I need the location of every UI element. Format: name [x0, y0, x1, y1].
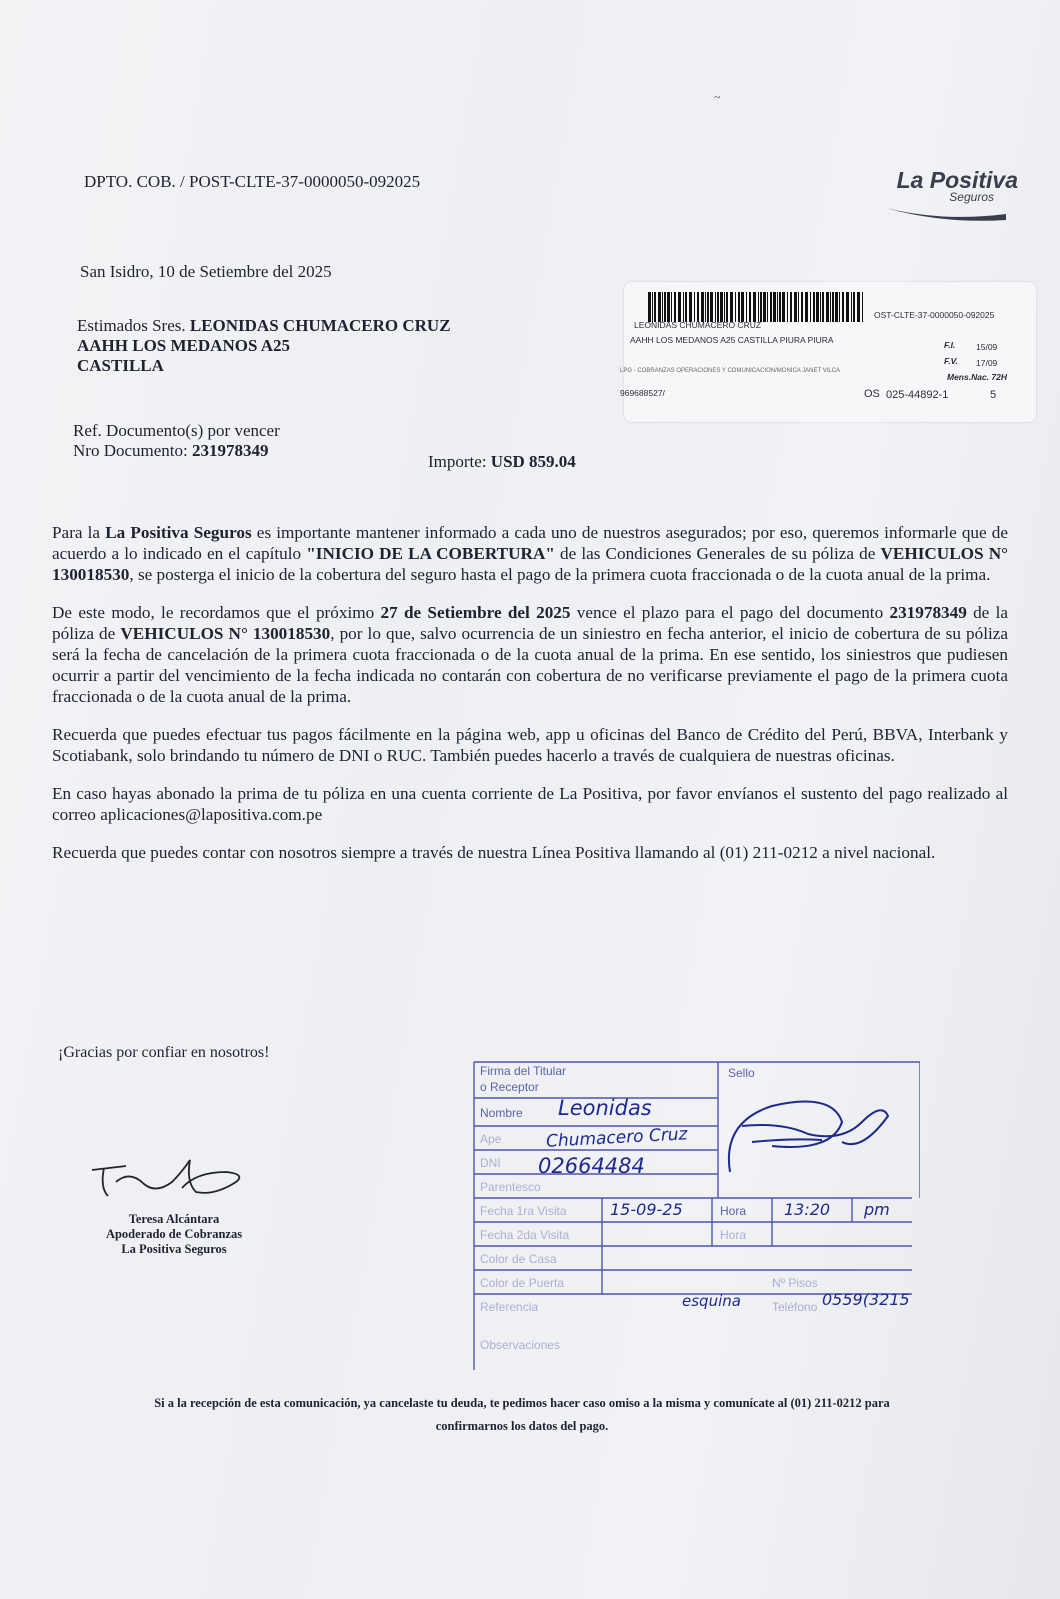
logo-brand-text: La Positiva — [896, 167, 1018, 193]
paragraph-payment-proof: En caso hayas abonado la prima de tu póliza en una cuenta corriente de La Positiva, por favor envíanos el sustento del pago realizado al correo aplicaciones@lapositiva.com.pe — [52, 784, 1008, 824]
document-reference — [73, 421, 280, 461]
observaciones-label: Observaciones — [480, 1338, 561, 1352]
referencia-label: Referencia — [480, 1300, 539, 1314]
amount — [428, 452, 576, 472]
ink-mark: ~ — [714, 90, 721, 104]
address-line-1: AAHH LOS MEDANOS A25 — [77, 336, 290, 355]
amount-label: Importe: — [428, 452, 487, 471]
thanks-text: ¡Gracias por confiar en nosotros! — [58, 1044, 270, 1061]
p1-chapter: "INICIO DE LA COBERTURA" — [306, 544, 555, 563]
handwritten-surname: Chumacero Cruz — [545, 1124, 688, 1152]
hora-label-2: Hora — [720, 1228, 747, 1242]
p1-company: La Positiva Seguros — [105, 523, 252, 542]
os-value: 025-44892-1 — [886, 389, 949, 401]
p2-text-b: vence el plazo para el pago del documento — [570, 603, 890, 622]
footer-line-2: confirmarnos los datos del pago. — [435, 1419, 609, 1433]
tracking-code: OST-CLTE-37-0000050-092025 — [874, 310, 995, 320]
p2-date: 27 de Setiembre del 2025 — [380, 603, 571, 622]
company-logo — [878, 167, 1018, 222]
signer-name: Teresa Alcántara — [128, 1212, 220, 1226]
p2-text-c: de la póliza de — [52, 603, 1008, 643]
amount-value: USD 859.04 — [490, 452, 576, 471]
letter-date: San Isidro, 10 de Setiembre del 2025 — [80, 262, 332, 281]
firma-label-2: o Receptor — [480, 1080, 539, 1094]
handwritten-pm: pm — [864, 1200, 890, 1219]
mailing-label — [620, 282, 1036, 422]
footer-line-1: Si a la recepción de esta comunicación, ya cancelaste tu deuda, te pedimos hacer caso omiso a la misma y comunícate al (01) 211-0212 para — [154, 1396, 890, 1410]
fi-value: 15/09 — [976, 342, 998, 352]
recipient-address — [77, 316, 451, 376]
casa-label: Color de Casa — [480, 1252, 557, 1266]
recipient-name: LEONIDAS CHUMACERO CRUZ — [189, 316, 451, 335]
p1-text-b: es importante mantener informado a cada uno de nuestros asegurados; por eso, queremos informarle que de acuerdo a lo indicado en el capítulo — [52, 523, 1008, 563]
telefono-label: Teléfono — [772, 1300, 818, 1314]
label-name: LEONIDAS CHUMACERO CRUZ — [634, 320, 762, 330]
p2-text-d: , por lo que, salvo ocurrencia de un siniestro en fecha anterior, el inicio de cobertura de su póliza será la fecha de cancelación de la primera cuota fraccionada o de la cuota anual de la prima. En ese sentido, los siniestros que pudiesen ocurrir a partir del vencimiento de la fecha indicada no contarán con cobertura de no verificarse previamente el pago de la primera cuota fraccionada o de la cuota anual de la prima. — [52, 624, 1009, 706]
letter-body — [52, 522, 1008, 880]
pisos-label: Nº Pisos — [772, 1276, 818, 1290]
handwritten-name: Leonidas — [558, 1096, 652, 1120]
puerta-label: Color de Puerta — [480, 1276, 565, 1290]
paragraph-payment-options: Recuerda que puedes efectuar tus pagos fácilmente en la página web, app u oficinas del Banco de Crédito del Perú, BBVA, Interbank y Scotiabank, solo brindando tu número de DNI o RUC. También puedes hacerlo a través de cualquiera de nuestras oficinas. — [52, 725, 1008, 765]
os-label: OS — [864, 388, 880, 400]
p2-policy: VEHICULOS N° 130018530 — [120, 624, 331, 643]
sello-label: Sello — [728, 1066, 755, 1080]
hora-label-1: Hora — [720, 1204, 747, 1218]
fv-value: 17/09 — [976, 358, 998, 368]
document-number-label: Nro Documento: — [73, 441, 188, 460]
signer-company: La Positiva Seguros — [121, 1242, 227, 1256]
fi-label: F.I. — [944, 340, 956, 350]
firma-label-1: Firma del Titular — [480, 1064, 567, 1078]
paragraph-contact-line: Recuerda que puedes contar con nosotros siempre a través de nuestra Línea Positiva llamando al (01) 211-0212 a nivel nacional. — [52, 843, 936, 862]
signer-block — [74, 1212, 274, 1257]
receipt-form — [472, 1058, 920, 1376]
nombre-label: Nombre — [480, 1106, 523, 1120]
footer-note — [72, 1392, 972, 1438]
dni-label: DNI — [480, 1156, 501, 1170]
paragraph-due-date — [52, 602, 1008, 707]
salutation: Estimados Sres. — [77, 316, 186, 335]
p2-doc: 231978349 — [889, 603, 967, 622]
label-phone: 969688527/ — [620, 388, 665, 398]
handwritten-visit-time: 13:20 — [784, 1200, 831, 1219]
reference-label: Ref. Documento(s) por vencer — [73, 421, 280, 440]
department-reference: DPTO. COB. / POST-CLTE-37-0000050-092025 — [84, 172, 421, 191]
signature-icon — [86, 1152, 256, 1212]
handwritten-dni: 02664484 — [538, 1154, 645, 1178]
label-address: AAHH LOS MEDANOS A25 CASTILLA PIURA PIURA — [630, 335, 834, 345]
logo-sub-text: Seguros — [949, 190, 994, 204]
signer-role: Apoderado de Cobranzas — [105, 1227, 243, 1241]
p1-text-c: de las Condiciones Generales de su póliza de — [554, 544, 881, 563]
p1-policy: VEHICULOS N° 130018530 — [52, 544, 1008, 584]
address-line-2: CASTILLA — [77, 356, 164, 375]
p1-text-a: Para la — [52, 523, 106, 542]
service-type: Mens.Nac. 72H — [947, 372, 1007, 382]
document-number: 231978349 — [191, 441, 269, 460]
fv-label: F.V. — [944, 356, 958, 366]
apellido-label: Ape — [480, 1132, 502, 1146]
parentesco-label: Parentesco — [480, 1180, 541, 1194]
visita1-label: Fecha 1ra Visita — [480, 1204, 567, 1218]
p2-text-a: De este modo, le recordamos que el próximo — [52, 603, 381, 622]
handwritten-visit-date: 15-09-25 — [610, 1200, 683, 1219]
logo-swoosh-icon — [884, 202, 1008, 222]
handwritten-phone: 0559(3215 — [822, 1290, 910, 1309]
paragraph-coverage — [52, 522, 1008, 585]
receiver-signature-icon — [712, 1082, 902, 1192]
label-origin: LPG - COBRANZAS OPERACIONES Y COMUNICACION/MONICA JANET VILCA — [620, 368, 841, 374]
pieces-count: 5 — [990, 389, 997, 401]
visita2-label: Fecha 2da Visita — [480, 1228, 570, 1242]
p1-text-d: , se posterga el inicio de la cobertura del seguro hasta el pago de la primera cuota fraccionada o de la cuota anual de la prima. — [129, 565, 991, 584]
handwritten-reference: esquina — [682, 1292, 741, 1310]
